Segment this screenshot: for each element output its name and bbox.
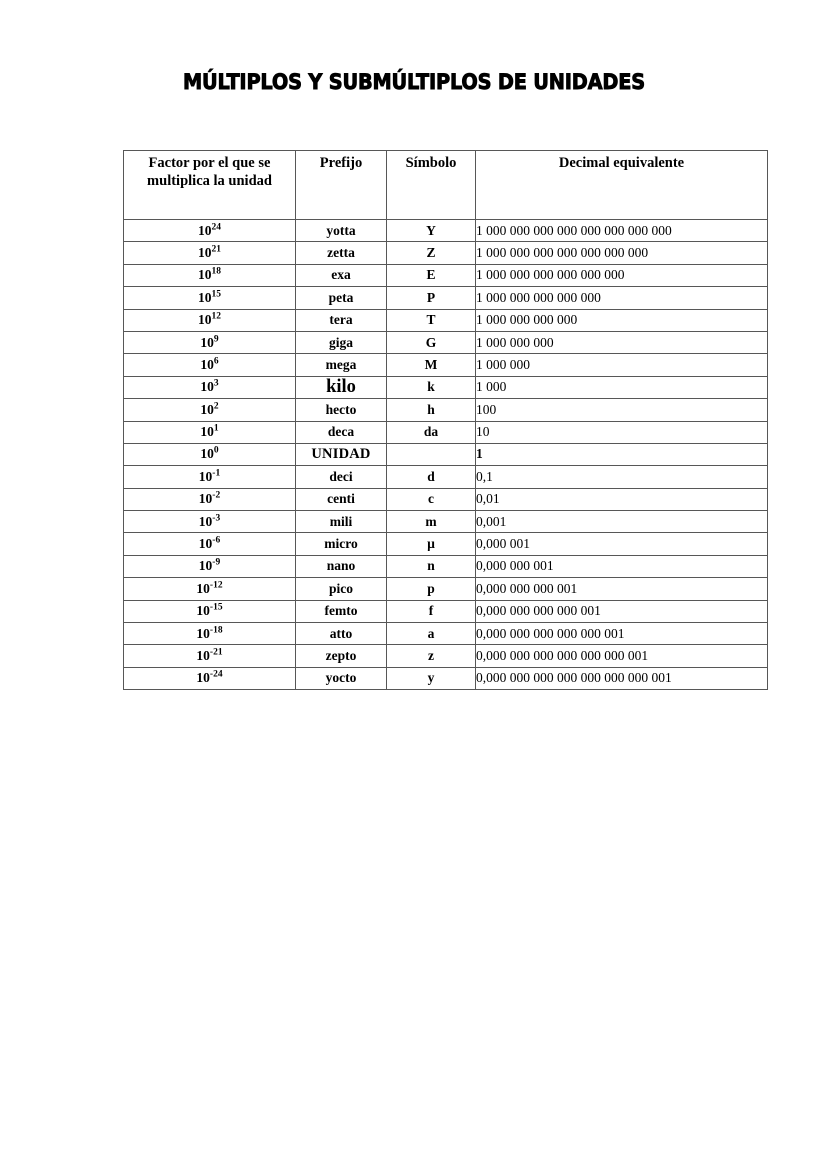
cell-symbol: µ — [387, 533, 476, 555]
cell-prefix: nano — [296, 555, 387, 577]
cell-decimal: 0,001 — [476, 511, 768, 533]
cell-factor — [124, 488, 296, 510]
factor-exponent: -1 — [212, 468, 221, 479]
units-table — [123, 150, 768, 690]
cell-decimal: 1 000 000 000 000 — [476, 309, 768, 331]
factor-exponent: 0 — [213, 445, 219, 456]
cell-decimal: 1 000 000 000 000 000 000 — [476, 264, 768, 286]
cell-prefix: peta — [296, 287, 387, 309]
factor-exponent: 12 — [211, 311, 221, 322]
cell-factor — [124, 600, 296, 622]
factor-exponent: 1 — [213, 423, 219, 434]
cell-symbol: da — [387, 421, 476, 443]
cell-symbol: c — [387, 488, 476, 510]
cell-prefix: deci — [296, 466, 387, 488]
factor-exponent: -3 — [212, 513, 221, 524]
factor-exponent: 2 — [213, 401, 219, 412]
factor-exponent: 6 — [213, 356, 219, 367]
factor-base: 10 — [200, 446, 214, 462]
cell-decimal: 1 000 000 000 000 000 — [476, 287, 768, 309]
table-header — [124, 151, 768, 220]
factor-exponent: -2 — [212, 490, 221, 501]
cell-symbol: z — [387, 645, 476, 667]
table-row — [124, 488, 768, 510]
cell-decimal: 100 — [476, 399, 768, 421]
cell-prefix: hecto — [296, 399, 387, 421]
table-row — [124, 399, 768, 421]
cell-factor — [124, 399, 296, 421]
factor-base: 10 — [198, 267, 212, 283]
cell-symbol: p — [387, 578, 476, 600]
cell-decimal: 0,1 — [476, 466, 768, 488]
cell-prefix: kilo — [296, 376, 387, 398]
cell-symbol: f — [387, 600, 476, 622]
page-title: MÚLTIPLOS Y SUBMÚLTIPLOS DE UNIDADES — [182, 70, 646, 95]
cell-prefix: micro — [296, 533, 387, 555]
cell-prefix: UNIDAD — [296, 443, 387, 465]
cell-symbol — [387, 443, 476, 465]
table-row — [124, 242, 768, 264]
factor-base: 10 — [200, 401, 214, 417]
cell-prefix: yotta — [296, 220, 387, 242]
cell-decimal: 0,01 — [476, 488, 768, 510]
factor-exponent: 21 — [211, 244, 221, 255]
cell-factor — [124, 578, 296, 600]
table-body — [124, 220, 768, 690]
cell-decimal: 0,000 000 000 000 000 001 — [476, 623, 768, 645]
factor-base: 10 — [196, 625, 210, 641]
column-header-decimal: Decimal equivalente — [476, 151, 768, 220]
cell-prefix: exa — [296, 264, 387, 286]
factor-base: 10 — [198, 513, 213, 529]
cell-symbol: y — [387, 667, 476, 689]
cell-factor — [124, 443, 296, 465]
factor-exponent: -21 — [209, 647, 223, 658]
cell-symbol: d — [387, 466, 476, 488]
cell-prefix: pico — [296, 578, 387, 600]
cell-prefix: deca — [296, 421, 387, 443]
cell-factor — [124, 667, 296, 689]
table-row — [124, 555, 768, 577]
cell-symbol: Y — [387, 220, 476, 242]
table-row — [124, 511, 768, 533]
cell-symbol: P — [387, 287, 476, 309]
table-row — [124, 600, 768, 622]
table-row — [124, 466, 768, 488]
cell-factor — [124, 309, 296, 331]
factor-exponent: -9 — [212, 557, 221, 568]
cell-symbol: k — [387, 376, 476, 398]
cell-prefix: zepto — [296, 645, 387, 667]
factor-base: 10 — [196, 647, 210, 663]
factor-base: 10 — [198, 289, 212, 305]
table-header-row — [124, 151, 768, 220]
cell-decimal: 1 — [476, 443, 768, 465]
table-row — [124, 623, 768, 645]
cell-factor — [124, 511, 296, 533]
factor-base: 10 — [198, 491, 213, 507]
cell-decimal: 0,000 000 000 000 001 — [476, 600, 768, 622]
table-row — [124, 421, 768, 443]
factor-exponent: -12 — [209, 580, 223, 591]
table-row — [124, 533, 768, 555]
cell-symbol: E — [387, 264, 476, 286]
cell-prefix: giga — [296, 331, 387, 353]
cell-factor — [124, 533, 296, 555]
cell-decimal: 0,000 000 000 001 — [476, 578, 768, 600]
cell-symbol: h — [387, 399, 476, 421]
factor-base: 10 — [200, 356, 214, 372]
factor-base: 10 — [196, 603, 210, 619]
cell-prefix: femto — [296, 600, 387, 622]
table-row — [124, 667, 768, 689]
column-header-symbol: Símbolo — [387, 151, 476, 220]
table-row — [124, 220, 768, 242]
cell-decimal: 1 000 000 000 — [476, 331, 768, 353]
cell-prefix: mega — [296, 354, 387, 376]
cell-decimal: 0,000 001 — [476, 533, 768, 555]
cell-decimal: 0,000 000 001 — [476, 555, 768, 577]
table-row — [124, 309, 768, 331]
cell-factor — [124, 421, 296, 443]
table-row — [124, 376, 768, 398]
cell-symbol: m — [387, 511, 476, 533]
column-header-prefix: Prefijo — [296, 151, 387, 220]
factor-base: 10 — [198, 468, 213, 484]
cell-symbol: T — [387, 309, 476, 331]
cell-factor — [124, 466, 296, 488]
cell-prefix: mili — [296, 511, 387, 533]
cell-decimal: 10 — [476, 421, 768, 443]
cell-prefix: zetta — [296, 242, 387, 264]
cell-prefix: tera — [296, 309, 387, 331]
units-table-container — [123, 150, 767, 690]
cell-symbol: a — [387, 623, 476, 645]
factor-exponent: 3 — [213, 378, 219, 389]
cell-prefix: atto — [296, 623, 387, 645]
table-row — [124, 287, 768, 309]
cell-factor — [124, 264, 296, 286]
factor-exponent: 15 — [211, 289, 221, 300]
cell-factor — [124, 623, 296, 645]
table-row — [124, 331, 768, 353]
factor-base: 10 — [198, 244, 212, 260]
cell-decimal: 1 000 000 — [476, 354, 768, 376]
table-row — [124, 578, 768, 600]
cell-symbol: n — [387, 555, 476, 577]
factor-exponent: -18 — [209, 625, 223, 636]
cell-symbol: M — [387, 354, 476, 376]
factor-exponent: -24 — [209, 669, 223, 680]
factor-base: 10 — [196, 670, 210, 686]
cell-factor — [124, 242, 296, 264]
factor-base: 10 — [196, 580, 210, 596]
cell-factor — [124, 376, 296, 398]
factor-base: 10 — [200, 379, 214, 395]
table-row — [124, 354, 768, 376]
cell-decimal: 1 000 000 000 000 000 000 000 — [476, 242, 768, 264]
table-row — [124, 443, 768, 465]
cell-prefix: yocto — [296, 667, 387, 689]
cell-decimal: 0,000 000 000 000 000 000 000 001 — [476, 667, 768, 689]
factor-base: 10 — [200, 424, 214, 440]
cell-factor — [124, 354, 296, 376]
cell-decimal: 1 000 000 000 000 000 000 000 000 — [476, 220, 768, 242]
factor-exponent: 9 — [213, 334, 219, 344]
cell-factor — [124, 331, 296, 353]
cell-factor — [124, 220, 296, 242]
cell-decimal: 0,000 000 000 000 000 000 001 — [476, 645, 768, 667]
cell-factor — [124, 555, 296, 577]
factor-exponent: 18 — [211, 266, 221, 277]
factor-base: 10 — [198, 312, 212, 328]
cell-prefix: centi — [296, 488, 387, 510]
factor-base: 10 — [198, 222, 212, 238]
cell-factor — [124, 645, 296, 667]
factor-exponent: -6 — [212, 535, 221, 546]
cell-symbol: Z — [387, 242, 476, 264]
table-row — [124, 645, 768, 667]
factor-exponent: 24 — [211, 222, 221, 233]
table-row — [124, 264, 768, 286]
cell-symbol: G — [387, 331, 476, 353]
column-header-factor: Factor por el que se multiplica la unidad — [124, 151, 296, 220]
factor-base: 10 — [198, 558, 213, 574]
factor-base: 10 — [198, 536, 213, 552]
cell-decimal: 1 000 — [476, 376, 768, 398]
factor-base: 10 — [200, 334, 214, 350]
factor-exponent: -15 — [209, 602, 223, 613]
cell-factor — [124, 287, 296, 309]
